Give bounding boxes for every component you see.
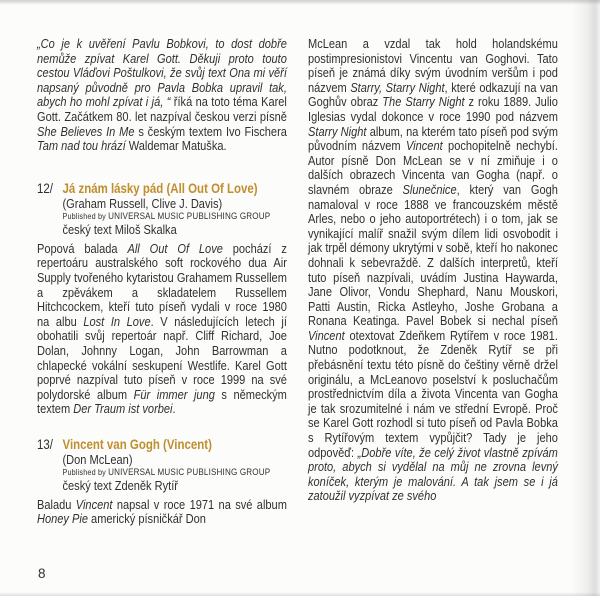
track-entry-13	[37, 437, 287, 527]
czech-text-credit: český text Zdeněk Rytíř	[62, 477, 178, 493]
track-writers: (Graham Russell, Clive J. Davis)	[62, 195, 223, 211]
track-number: 12/	[37, 180, 53, 196]
track-13-paragraph: Baladu Vincent napsal v roce 1971 na své album Honey Pie americký písničkář Don	[37, 496, 287, 527]
scan-fold-shadow	[572, 0, 600, 596]
track-number: 13/	[37, 436, 53, 452]
published-by-label: Published by	[62, 210, 109, 221]
left-column	[37, 37, 287, 527]
continuation-paragraph: McLean a vzdal tak hold holandskému postimpresionistovi Vincentu van Goghovi. Tato píseň je známá díky svým úvodním veršům i pod názvem Starry, Starry Night, které odkazují na van Goghův obraz The Starry Night z roku 1889. Julio Iglesias vydal dokonce v roce 1990 pod názvem Starry Night album, na kterém tato píseň pod svým původním názvem Vincent pochopitelně nechybí. Autor písně Don McLean se v ní zmiňuje i o dalších obrazech Vincenta van Gogha (např. o slavném obraze Slunečnice, který van Gogh namaloval v roce 1888 ve francouzském městě Arles, nebo o jeho autoportrétech) i o tom, jak se vynikající malíř snažil svým dílem lidi osvobodit i jak trpěl démony ukrytými v sobě, kteří ho nakonec dohnali k sebevraždě. Z dalších interpretů, kteří tuto píseň nazpívali, uvádím Justina Haywarda, Jane Olivor, Vondu Shephard, Nanu Mouskori, Patti Austin, Ricka Astleyho, Joshe Grobana a Ronana Keatinga. Pavel Bobek si nechal píseň Vincent otextovat Zdeňkem Rytířem v roce 1981. Nutno podotknout, že Zdeněk Rytíř se při přebásnění textu této písně do češtiny věrně držel originálu, a McLeanovo poselství k posluchačům prostřednictvím díla a života Vincenta van Gogha je tak srozumitelné i nám ve střední Evropě. Proč se Karel Gott rozhodl si tuto píseň od Pavla Bobka s Rytířovým textem vypůjčit? Tady je jeho odpověď: „Dobře víte, že celý život vlastně zpívám proto, abych si vydělal na můj ne zrovna levný koníček, kterým je malování. A tak jsem se i já zatoužil vyzpívat ze svého	[308, 36, 558, 504]
scan-bottom-edge-shadow	[0, 592, 600, 596]
publisher-name: UNIVERSAL MUSIC PUBLISHING GROUP	[108, 466, 271, 478]
track-heading	[37, 437, 287, 452]
scan-top-edge-shadow	[0, 0, 600, 5]
intro-quote-paragraph: „Co je k uvěření Pavlu Bobkovi, to dost dobře nemůže zpívat Karel Gott. Děkuji proto touto cestou Vláďovi Poštulkovi, že svůj text Ona mi věří napsaný původně pro Pavla Bobka upravil tak, abych ho mohl zpívat i já, “ říká na toto téma Karel Gott. Začátkem 80. let nazpíval českou verzi písně She Believes In Me s českým textem Ivo Fischera Tam nad tou hrází Waldemar Matuška.	[37, 36, 287, 154]
track-entry-12	[37, 181, 287, 417]
track-title: Vincent van Gogh (Vincent)	[62, 436, 212, 452]
published-by-label: Published by	[62, 466, 109, 477]
track-title: Já znám lásky pád (All Out Of Love)	[62, 180, 258, 196]
right-column	[308, 37, 558, 504]
publisher-name: UNIVERSAL MUSIC PUBLISHING GROUP	[108, 210, 271, 222]
publisher-line	[37, 467, 287, 478]
track-heading	[37, 181, 287, 196]
track-12-paragraph: Popová balada All Out Of Love pochází z repertoáru australského soft rockového dua Air Supply tvořeného kytaristou Grahamem Russellem a zpěvákem a skladatelem Russellem Hitchcockem, kteří tuto píseň vydali v roce 1980 na albu Lost In Love. V následujících letech jí obohatili svůj repertoár např. Cliff Richard, Joe Dolan, Johnny Logan, John Barrowman a chlapecké vokální seskupení Westlife. Karel Gott poprvé nazpíval tuto píseň v roce 1999 na své polydorské album Für immer jung s německým textem Der Traum ist vorbei.	[37, 240, 287, 417]
page-number: 8	[38, 566, 46, 581]
publisher-line	[37, 211, 287, 222]
track-writers: (Don McLean)	[62, 451, 133, 467]
czech-text-credit: český text Miloš Skalka	[62, 221, 177, 237]
